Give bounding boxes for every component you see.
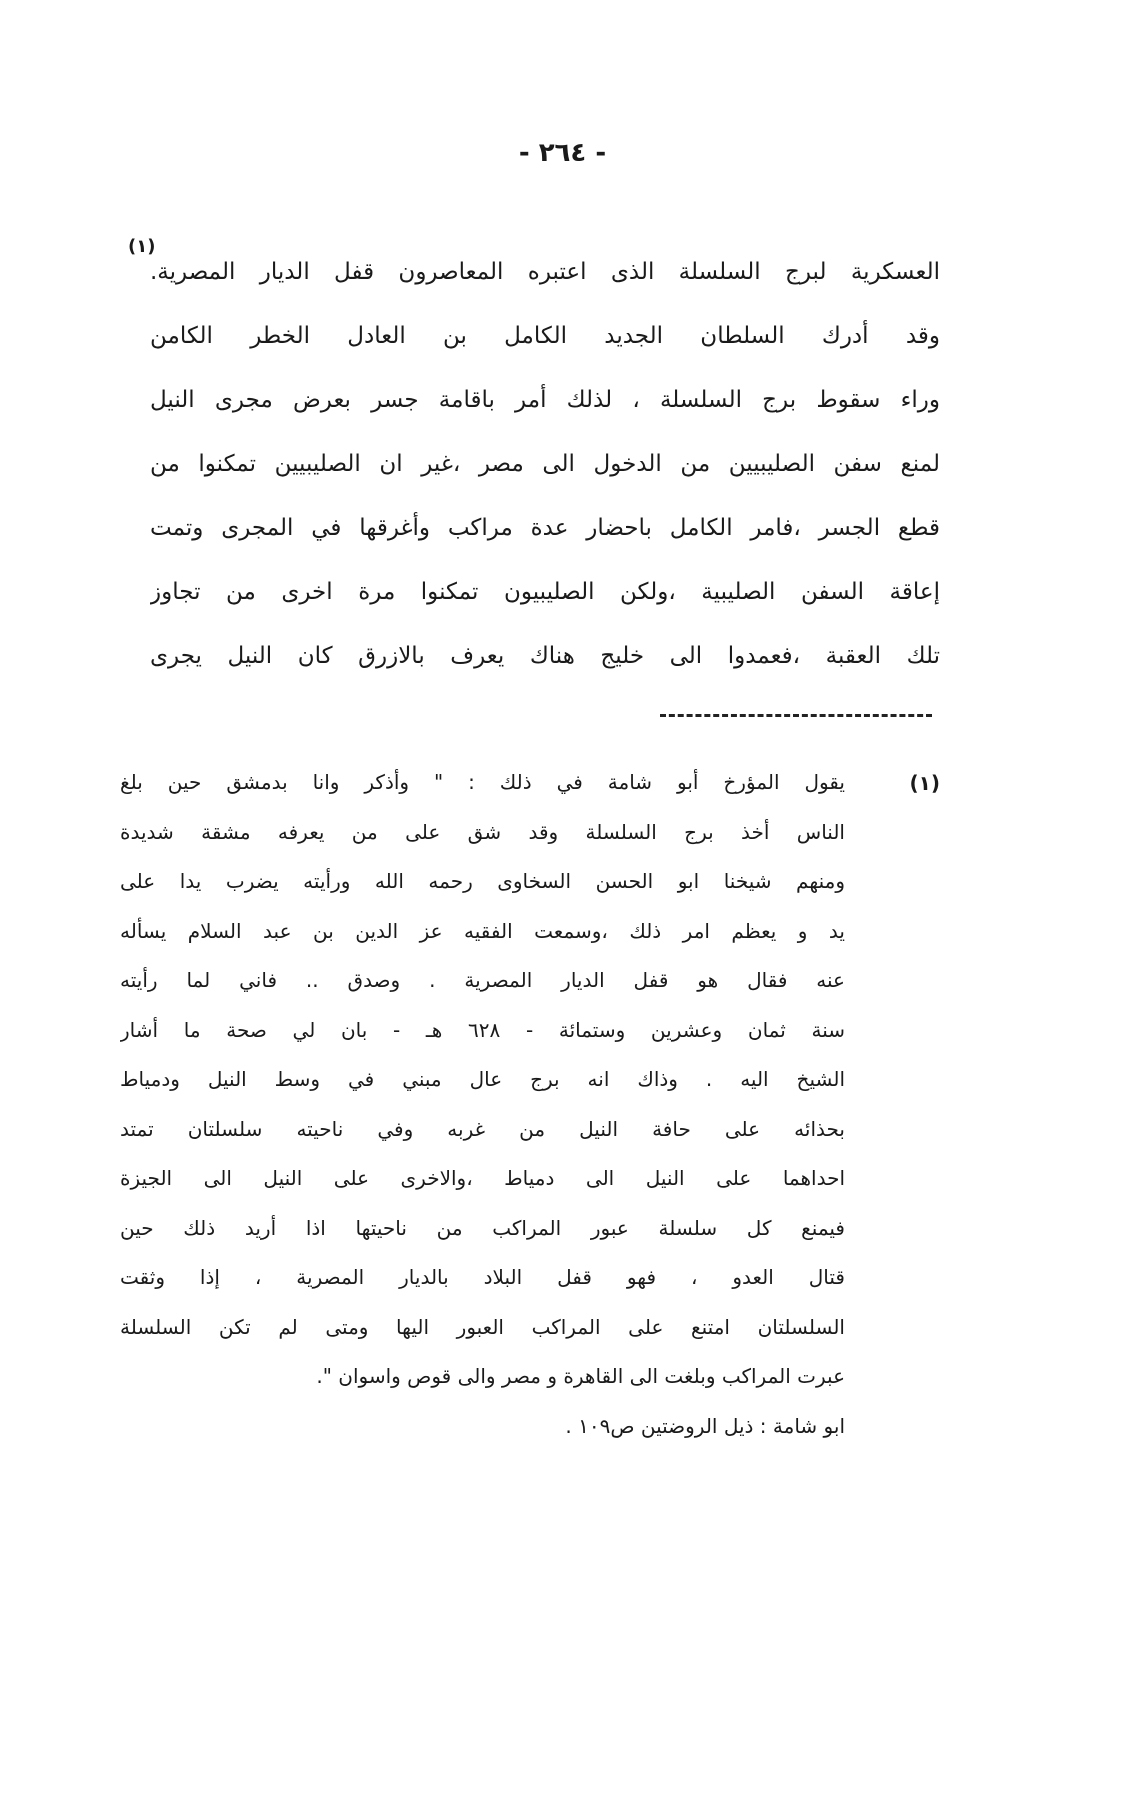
body-line-6: إعاقة السفن الصليبية ،ولكن الصليبيون تمكنوا مرة اخرى من تجاوز bbox=[150, 579, 940, 605]
footnote-reference-marker: (١) bbox=[128, 236, 156, 257]
body-line-4: لمنع سفن الصليبيين من الدخول الى مصر ،غير ان الصليبيين تمكنوا من bbox=[150, 451, 940, 477]
footnote-line-10: فيمنع كل سلسلة عبور المراكب من ناحيتها اذا أريد ذلك حين bbox=[120, 1215, 845, 1240]
footnote-line-5: عنه فقال هو قفل الديار المصرية . وصدق .. فاني لما رأيته bbox=[120, 968, 845, 992]
footnote-line-4: يد و يعظم امر ذلك ،وسمعت الفقيه عز الدين بن عبد السلام يسأله bbox=[120, 918, 845, 943]
footnote-line-11: قتال العدو ، فهو قفل البلاد بالديار المصرية ، إذا وثقت bbox=[120, 1265, 845, 1289]
footnote-line-7: الشيخ اليه . وذاك انه برج عال مبني في وسط النيل ودمياط bbox=[120, 1067, 845, 1091]
footnote-line-12: السلسلتان امتنع على المراكب العبور اليها ومتى لم تكن السلسلة bbox=[120, 1314, 845, 1339]
body-line-1: العسكرية لبرج السلسلة الذى اعتبره المعاصرون قفل الديار المصرية. bbox=[150, 259, 940, 285]
footnote-line-8: بحذائه على حافة النيل من غربه وفي ناحيته سلسلتان تمتد bbox=[120, 1116, 845, 1141]
page-number: - ٢٦٤ - bbox=[518, 138, 607, 168]
body-line-5: قطع الجسر ،فامر الكامل باحضار عدة مراكب وأغرقها في المجرى وتمت bbox=[150, 515, 940, 541]
footnote-separator bbox=[660, 714, 932, 717]
footnote-line-3: ومنهم شيخنا ابو الحسن السخاوى رحمه الله ورأيته يضرب يدا على bbox=[120, 869, 845, 893]
footnote-line-9: احداهما على النيل الى دمياط ،والاخرى على النيل الى الجيزة bbox=[120, 1166, 845, 1190]
footnote-line-1: يقول المؤرخ أبو شامة في ذلك : " وأذكر وانا بدمشق حين بلغ bbox=[120, 770, 845, 794]
footnote-number: (١) bbox=[909, 771, 940, 795]
footnote-citation: ابو شامة : ذيل الروضتين ص١٠٩ . bbox=[565, 1413, 845, 1438]
body-paragraph bbox=[150, 240, 940, 688]
footnote-line-6: سنة ثمان وعشرين وستمائة - ٦٢٨ هـ - بان لي صحة ما أشار bbox=[120, 1017, 845, 1042]
footnote-text bbox=[120, 758, 845, 1451]
footnote-line-2: الناس أخذ برج السلسلة وقد شق على من يعرفه مشقة شديدة bbox=[120, 819, 845, 844]
footnote-line-13: عبرت المراكب وبلغت الى القاهرة و مصر والى قوص واسوان ". bbox=[316, 1364, 845, 1388]
body-line-2: وقد أدرك السلطان الجديد الكامل بن العادل الخطر الكامن bbox=[150, 323, 940, 349]
body-line-7: تلك العقبة ،فعمدوا الى خليج هناك يعرف بالازرق كان النيل يجرى bbox=[150, 643, 940, 669]
body-line-3: وراء سقوط برج السلسلة ، لذلك أمر باقامة جسر بعرض مجرى النيل bbox=[150, 387, 940, 413]
